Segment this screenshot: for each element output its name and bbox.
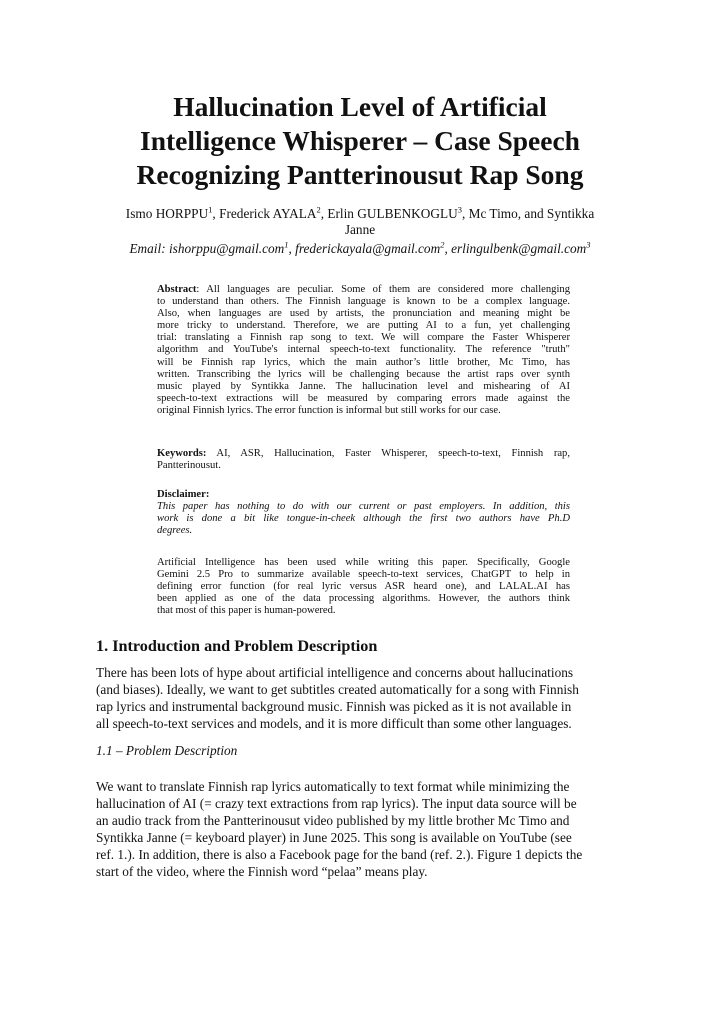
ai-note-line: defining error function (for real lyric versus ASR heard one), and LALAL.AI has	[157, 581, 570, 593]
title-line: Hallucination Level of Artificial	[173, 91, 547, 122]
disclaimer-line: degrees.	[157, 525, 193, 537]
author-name: , Frederick AYALA	[212, 206, 317, 221]
ai-note-line: Artificial Intelligence has been used while writing this paper. Specifically, Google	[157, 557, 570, 568]
email-text: , frederickayala@gmail.com	[288, 241, 441, 256]
paragraph-line: We want to translate Finnish rap lyrics automatically to text format while minimizing the	[96, 779, 570, 794]
title-line: Intelligence Whisperer – Case Speech	[140, 125, 580, 156]
author-emails	[60, 241, 660, 257]
abstract-line: original Finnish lyrics. The error function is informal but still works for our case.	[157, 404, 501, 416]
abstract-line: to understand than others. The Finnish language is known to be a complex language.	[157, 296, 570, 308]
paper-title	[60, 90, 660, 192]
ai-note-line: that most of this paper is human-powered.	[157, 605, 336, 617]
paragraph-line: hallucination of AI (= crazy text extractions from rap lyrics). The input data source will be	[96, 796, 577, 812]
ai-usage-note	[157, 557, 570, 617]
paragraph-line: all speech-to-text services and models, and it is more difficult than some other languages.	[96, 716, 572, 732]
paragraph-line: There has been lots of hype about artificial intelligence and concerns about hallucinations	[96, 665, 574, 680]
section-paragraph	[96, 664, 626, 732]
disclaimer-label: Disclaimer:	[157, 489, 210, 500]
paragraph-line: an audio track from the Pantterinousut video published by my little brother Mc Timo and	[96, 813, 570, 829]
author-name: , Mc Timo, and Syntikka	[461, 206, 595, 221]
subsection-paragraph	[96, 778, 626, 881]
affiliation-mark: 3	[586, 239, 591, 250]
author-name: , Erlin GULBENKOGLU	[320, 206, 458, 221]
abstract-line: music played by Syntikka Janne. The hallucination level and mishearing of AI	[157, 380, 570, 392]
affiliation-mark: 2	[316, 204, 321, 215]
abstract-line: Abstract: All languages are peculiar. Some of them are considered more challenging	[157, 284, 570, 295]
subsection-heading: 1.1 – Problem Description	[96, 743, 238, 758]
abstract-line: will be Finnish rap lyrics, which the main author’s little brother, Mc Timo, has	[157, 356, 570, 368]
title-line: Recognizing Pantterinousut Rap Song	[136, 159, 584, 190]
affiliation-mark: 1	[208, 204, 213, 215]
paragraph-line: start of the video, where the Finnish word “pelaa” means play.	[96, 864, 428, 880]
abstract-line: Also, when languages are used by artists, the pronunciation and meaning might be	[157, 308, 570, 320]
ai-note-line: Gemini 2.5 Pro to summarize available speech-to-text services, ChatGPT to help in	[157, 569, 570, 581]
affiliation-mark: 3	[457, 204, 462, 215]
keywords	[157, 448, 570, 472]
abstract-line: speech-to-text extractions will be measured by comparing errors made against the	[157, 392, 570, 404]
abstract-line: written. Transcribing the lyrics will be challenging because the artist raps over synth	[157, 368, 570, 380]
author-list	[80, 206, 640, 238]
keywords-line: Pantterinousut.	[157, 460, 221, 472]
author-name: Janne	[344, 222, 376, 237]
keywords-line: Keywords: AI, ASR, Hallucination, Faster Whisperer, speech-to-text, Finnish rap,	[157, 448, 570, 459]
disclaimer-line: This paper has nothing to do with our current or past employers. In addition, this	[157, 501, 570, 513]
paragraph-line: rap lyrics and instrumental background music. Finnish was picked as it is not available in	[96, 699, 572, 715]
email-text: Email: ishorppu@gmail.com	[129, 241, 285, 256]
paragraph-line: ref. 1.). In addition, there is also a Facebook page for the band (ref. 2.). Figure 1 depicts the	[96, 847, 583, 863]
affiliation-mark: 2	[440, 239, 445, 250]
abstract-line: algorithm and YouTube's internal speech-to-text functionality. The reference "truth"	[157, 344, 570, 356]
abstract-line: trial: translating a Finnish rap song to text. We will compare the Faster Whisperer	[157, 332, 570, 344]
author-name: Ismo HORPPU	[125, 206, 209, 221]
paragraph-line: (and biases). Ideally, we want to get subtitles created automatically for a song with Finnish	[96, 682, 579, 698]
abstract-label: Abstract	[157, 284, 197, 295]
section-heading: 1. Introduction and Problem Description	[96, 637, 378, 655]
email-text: , erlingulbenk@gmail.com	[444, 241, 587, 256]
disclaimer	[157, 489, 570, 537]
abstract	[157, 284, 570, 417]
abstract-line: more tricky to understand. Therefore, we are putting AI to a fun, yet challenging	[157, 320, 570, 332]
ai-note-line: been applied as one of the data processing algorithms. However, the authors think	[157, 593, 570, 605]
paragraph-line: Syntikka Janne (= keyboard player) in June 2025. This song is available on YouTube (see	[96, 830, 572, 846]
keywords-label: Keywords:	[157, 448, 207, 459]
disclaimer-line: work is done a bit like tongue-in-cheek although the first two authors have Ph.D	[157, 513, 570, 525]
affiliation-mark: 1	[284, 239, 289, 250]
